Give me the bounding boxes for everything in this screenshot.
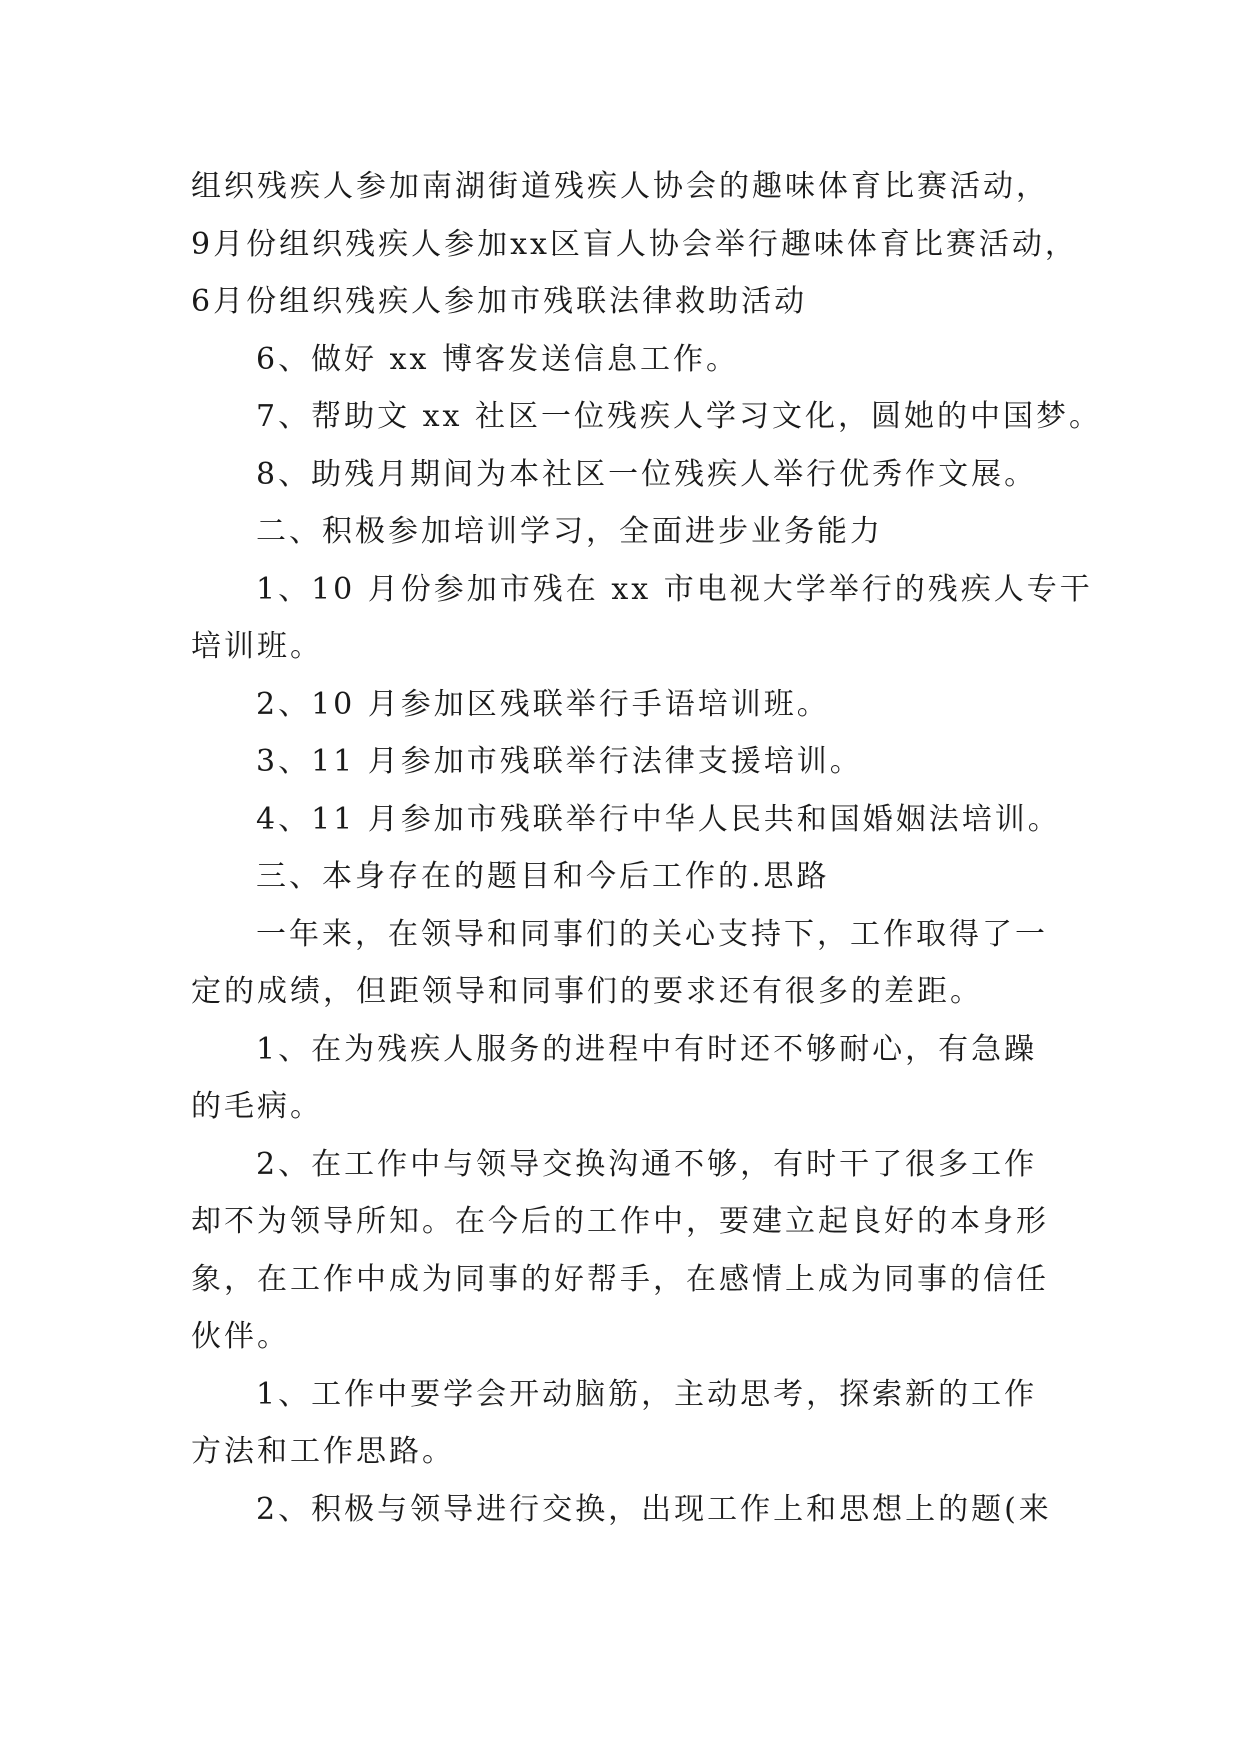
text-line: 培训班。 bbox=[191, 629, 323, 664]
text-line: 4、11 月参加市残联举行中华人民共和国婚姻法培训。 bbox=[256, 802, 1061, 837]
text-line: 2、在工作中与领导交换沟通不够，有时干了很多工作 bbox=[256, 1147, 1038, 1182]
text-line: 9月份组织残疾人参加xx区盲人协会举行趣味体育比赛活动， bbox=[191, 227, 1078, 262]
text-line: 伙伴。 bbox=[191, 1319, 290, 1354]
text-line: 象，在工作中成为同事的好帮手，在感情上成为同事的信任 bbox=[191, 1262, 1049, 1297]
text-line: 组织残疾人参加南湖街道残疾人协会的趣味体育比赛活动， bbox=[191, 169, 1049, 204]
text-line: 却不为领导所知。在今后的工作中，要建立起良好的本身形 bbox=[191, 1204, 1049, 1239]
text-line: 8、助残月期间为本社区一位残疾人举行优秀作文展。 bbox=[256, 457, 1038, 492]
text-line: 2、积极与领导进行交换，出现工作上和思想上的题(来 bbox=[256, 1492, 1052, 1527]
text-line: 1、工作中要学会开动脑筋，主动思考，探索新的工作 bbox=[256, 1377, 1038, 1412]
text-line: 6、做好 xx 博客发送信息工作。 bbox=[256, 342, 739, 377]
text-line: 1、10 月份参加市残在 xx 市电视大学举行的残疾人专干 bbox=[256, 572, 1093, 607]
text-line: 的毛病。 bbox=[191, 1089, 323, 1124]
text-line: 7、帮助文 xx 社区一位残疾人学习文化，圆她的中国梦。 bbox=[256, 399, 1102, 434]
text-line: 定的成绩，但距领导和同事们的要求还有很多的差距。 bbox=[191, 974, 983, 1009]
text-line: 方法和工作思路。 bbox=[191, 1434, 455, 1469]
text-line: 6月份组织残疾人参加市残联法律救助活动 bbox=[191, 284, 808, 319]
text-line: 1、在为残疾人服务的进程中有时还不够耐心，有急躁 bbox=[256, 1032, 1038, 1067]
text-line: 一年来，在领导和同事们的关心支持下，工作取得了一 bbox=[256, 917, 1048, 952]
text-line: 2、10 月参加区残联举行手语培训班。 bbox=[256, 687, 830, 722]
text-line: 3、11 月参加市残联举行法律支援培训。 bbox=[256, 744, 863, 779]
section-heading: 三、本身存在的题目和今后工作的.思路 bbox=[256, 859, 830, 894]
section-heading: 二、积极参加培训学习，全面进步业务能力 bbox=[256, 514, 883, 549]
